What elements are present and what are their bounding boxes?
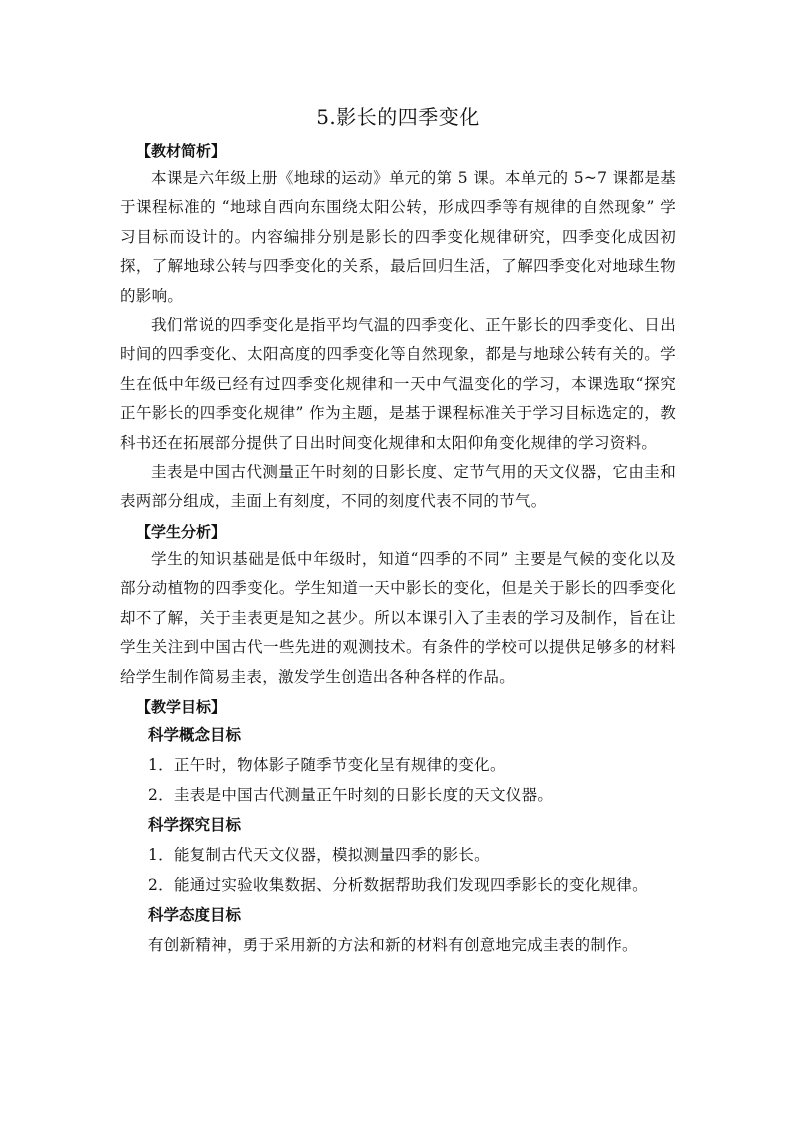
document-title: 5.影长的四季变化 xyxy=(316,105,480,129)
goal-item: 1．能复制古代天文仪器，模拟测量四季的影长。 xyxy=(148,845,490,864)
section-student-analysis xyxy=(120,519,676,692)
goal-item: 有创新精神，勇于采用新的方法和新的材料有创意地完成圭表的制作。 xyxy=(148,935,638,954)
paragraph: 我们常说的四季变化是指平均气温的四季变化、正午影长的四季变化、日出时间的四季变化、太阳高度的四季变化等自然现象，都是与地球公转有关的。学生在低中年级已经有过四季变化规律和一天中气温变化的学习，本课选取“探究正午影长的四季变化规律” 作为主题，是基于课程标准关于学习目标选定的，教科书还在拓展部分提供了日出时间变化规律和太阳仰角变化规律的学习资料。 xyxy=(120,316,676,452)
paragraph: 学生的知识基础是低中年级时，知道“四季的不同” 主要是气候的变化以及部分动植物的四季变化。学生知道一天中影长的变化，但是关于影长的四季变化却不了解，关于圭表更是知之甚少。所以本课引入了圭表的学习及制作，旨在让学生关注到中国古代一些先进的观测技术。有条件的学校可以提供足够多的材料给学生制作简易圭表，激发学生创造出各种各样的作品。 xyxy=(120,549,676,686)
section-heading: 【教学目标】 xyxy=(136,697,227,716)
document-page xyxy=(120,102,676,960)
goal-item: 2．能通过实验收集数据、分析数据帮助我们发现四季影长的变化规律。 xyxy=(148,875,648,894)
paragraph: 本课是六年级上册《地球的运动》单元的第 5 课。本单元的 5~7 课都是基于课程标准的 “地球自西向东围绕太阳公转，形成四季等有规律的自然现象” 学习目标而设计的。内容编排分别是影长的四季变化规律研究，四季变化成因初探，了解地球公转与四季变化的关系，最后回归生活，了解四季变化对地球生物的影响。 xyxy=(120,169,676,305)
section-textbook-analysis xyxy=(120,138,676,517)
section-heading: 【学生分析】 xyxy=(136,522,227,541)
goal-item: 1．正午时，物体影子随季节变化呈有规律的变化。 xyxy=(148,755,506,774)
paragraph: 圭表是中国古代测量正午时刻的日影长度、定节气用的天文仪器，它由圭和表两部分组成，圭面上有刻度，不同的刻度代表不同的节气。 xyxy=(120,463,676,511)
goal-heading-inquiry: 科学探究目标 xyxy=(148,814,242,834)
section-teaching-goals xyxy=(120,694,676,960)
goal-heading-attitude: 科学态度目标 xyxy=(148,904,242,924)
goal-heading-concept: 科学概念目标 xyxy=(148,724,242,744)
goal-item: 2．圭表是中国古代测量正午时刻的日影长度的天文仪器。 xyxy=(148,785,554,804)
section-heading: 【教材简析】 xyxy=(136,142,227,160)
